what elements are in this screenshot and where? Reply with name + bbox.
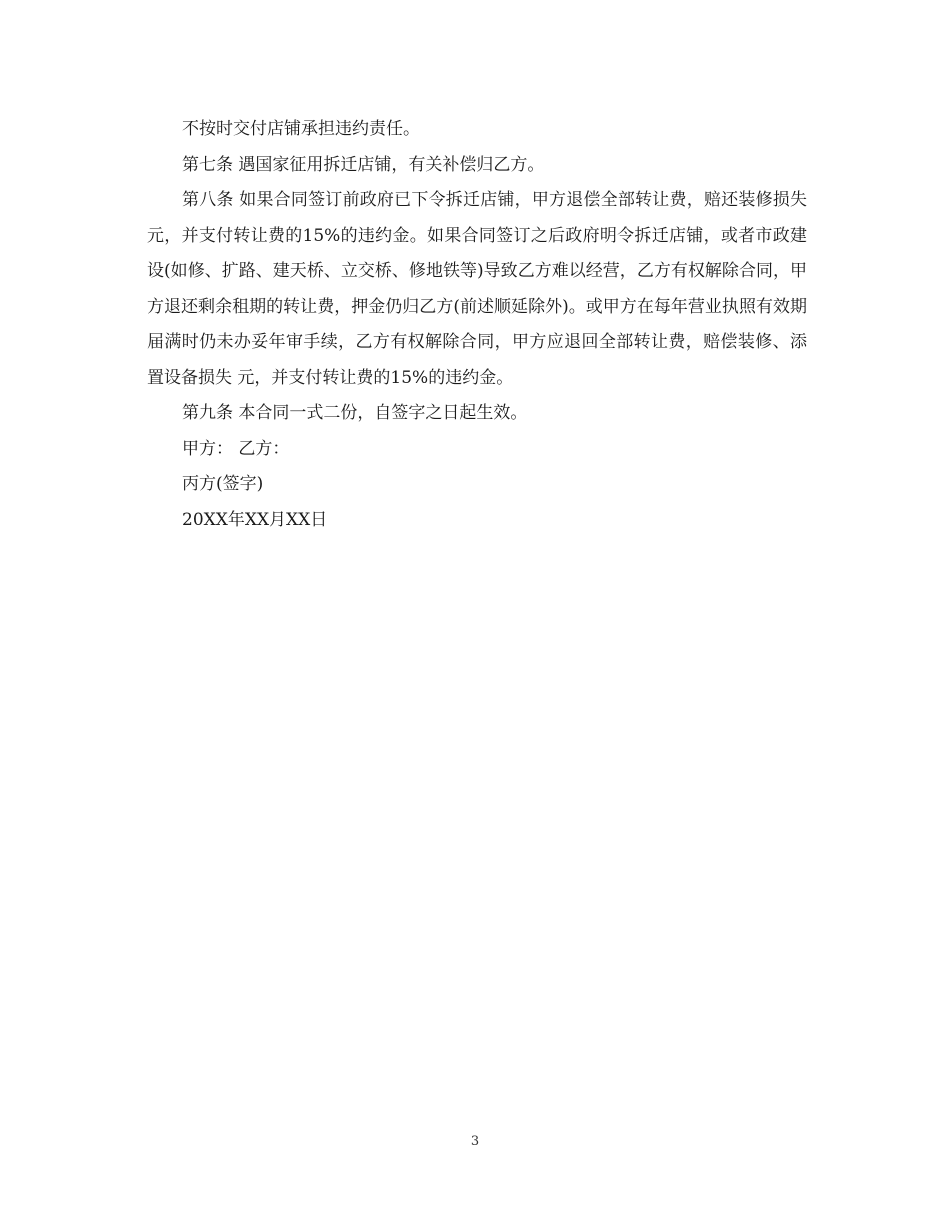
signature-party-a-b: 甲方： 乙方： bbox=[182, 438, 290, 459]
document-body bbox=[147, 112, 807, 538]
paragraph-clause-9: 第九条 本合同一式二份，自签字之日起生效。 bbox=[182, 403, 528, 423]
page-number: 3 bbox=[470, 1134, 480, 1149]
signature-date: 20XX年XX月XX日 bbox=[182, 509, 328, 530]
paragraph-clause-6-tail: 不按时交付店铺承担违约责任。 bbox=[182, 119, 420, 139]
signature-party-c: 丙方(签字) bbox=[182, 474, 264, 494]
paragraph-clause-7: 第七条 遇国家征用拆迁店铺，有关补偿归乙方。 bbox=[182, 154, 545, 175]
paragraph-clause-8: 第八条 如果合同签订前政府已下令拆迁店铺，甲方退偿全部转让费，赔还装修损失 元，并支付转让费的15%的违约金。如果合同签订之后政府明令拆迁店铺，或者市政建设(如修、扩路、建天桥、立交桥、修地铁等)导致乙方难以经营，乙方有权解除合同，甲方退还剩余租期的转让费，押金仍归乙方(前述顺延除外)。或甲方在每年营业执照有效期届满时仍未办妥年审手续，乙方有权解除合同，甲方应退回全部转让费，赔偿装修、添置设备损失 元，并支付转让费的15%的违约金。 bbox=[147, 190, 807, 388]
